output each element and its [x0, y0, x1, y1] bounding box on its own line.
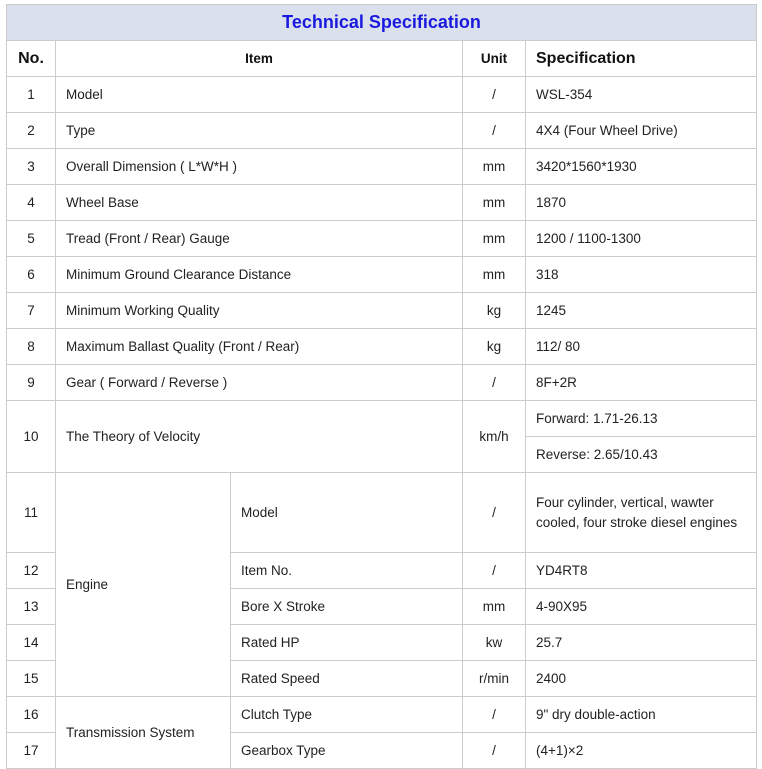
row-item: Gearbox Type: [231, 733, 463, 769]
row-number: 14: [7, 625, 56, 661]
row-item: Type: [56, 113, 463, 149]
row-spec: 3420*1560*1930: [526, 149, 757, 185]
row-unit: mm: [463, 185, 526, 221]
row-number: 13: [7, 589, 56, 625]
table-row: [7, 77, 757, 113]
row-spec: 8F+2R: [526, 365, 757, 401]
row-spec-forward: Forward: 1.71-26.13: [526, 401, 757, 437]
header-item: Item: [56, 41, 463, 77]
table-row: [7, 113, 757, 149]
row-unit: mm: [463, 257, 526, 293]
table-row: [7, 185, 757, 221]
header-specification: Specification: [526, 41, 757, 77]
row-item: Rated Speed: [231, 661, 463, 697]
row-spec: 1245: [526, 293, 757, 329]
row-spec: 25.7: [526, 625, 757, 661]
row-spec: 4X4 (Four Wheel Drive): [526, 113, 757, 149]
row-unit: /: [463, 365, 526, 401]
row-unit: r/min: [463, 661, 526, 697]
row-item: Model: [231, 473, 463, 553]
table-row: [7, 329, 757, 365]
row-number: 2: [7, 113, 56, 149]
row-number: 6: [7, 257, 56, 293]
row-item: Clutch Type: [231, 697, 463, 733]
header-unit: Unit: [463, 41, 526, 77]
row-number: 9: [7, 365, 56, 401]
table-row: [7, 365, 757, 401]
row-item: Rated HP: [231, 625, 463, 661]
row-unit: kg: [463, 293, 526, 329]
row-number: 8: [7, 329, 56, 365]
row-spec: 1200 / 1100-1300: [526, 221, 757, 257]
row-item: The Theory of Velocity: [56, 401, 463, 473]
row-item: Minimum Working Quality: [56, 293, 463, 329]
row-unit: mm: [463, 221, 526, 257]
row-spec: Four cylinder, vertical, wawter cooled, four stroke diesel engines: [526, 473, 757, 553]
row-item: Item No.: [231, 553, 463, 589]
row-unit: km/h: [463, 401, 526, 473]
row-number: 11: [7, 473, 56, 553]
row-item: Bore X Stroke: [231, 589, 463, 625]
row-number: 7: [7, 293, 56, 329]
row-number: 16: [7, 697, 56, 733]
table-row: [7, 149, 757, 185]
row-unit: kw: [463, 625, 526, 661]
row-number: 1: [7, 77, 56, 113]
row-unit: /: [463, 553, 526, 589]
row-spec: (4+1)×2: [526, 733, 757, 769]
row-number: 12: [7, 553, 56, 589]
table-row: [7, 697, 757, 733]
row-spec: 318: [526, 257, 757, 293]
row-number: 5: [7, 221, 56, 257]
row-number: 4: [7, 185, 56, 221]
table-row: [7, 293, 757, 329]
row-unit: /: [463, 473, 526, 553]
row-spec: WSL-354: [526, 77, 757, 113]
row-unit: mm: [463, 149, 526, 185]
table-row: [7, 473, 757, 553]
row-spec: 4-90X95: [526, 589, 757, 625]
row-spec: 9" dry double-action: [526, 697, 757, 733]
row-unit: /: [463, 77, 526, 113]
row-number: 3: [7, 149, 56, 185]
row-item: Overall Dimension ( L*W*H ): [56, 149, 463, 185]
row-unit: /: [463, 697, 526, 733]
table-row-velocity: [7, 401, 757, 437]
row-unit: kg: [463, 329, 526, 365]
row-spec: 112/ 80: [526, 329, 757, 365]
row-spec: 1870: [526, 185, 757, 221]
row-number: 15: [7, 661, 56, 697]
row-spec: 2400: [526, 661, 757, 697]
group-transmission-system: Transmission System: [56, 697, 231, 769]
row-unit: /: [463, 113, 526, 149]
header-no: No.: [7, 41, 56, 77]
row-spec: YD4RT8: [526, 553, 757, 589]
row-item: Maximum Ballast Quality (Front / Rear): [56, 329, 463, 365]
row-item: Minimum Ground Clearance Distance: [56, 257, 463, 293]
row-item: Tread (Front / Rear) Gauge: [56, 221, 463, 257]
table-row: [7, 221, 757, 257]
row-item: Wheel Base: [56, 185, 463, 221]
table-title: Technical Specification: [7, 5, 757, 41]
technical-specification-table: [6, 4, 757, 769]
row-number: 17: [7, 733, 56, 769]
row-spec-reverse: Reverse: 2.65/10.43: [526, 437, 757, 473]
row-unit: /: [463, 733, 526, 769]
row-unit: mm: [463, 589, 526, 625]
row-item: Gear ( Forward / Reverse ): [56, 365, 463, 401]
row-number: 10: [7, 401, 56, 473]
table-row: [7, 257, 757, 293]
group-engine: Engine: [56, 473, 231, 697]
row-item: Model: [56, 77, 463, 113]
